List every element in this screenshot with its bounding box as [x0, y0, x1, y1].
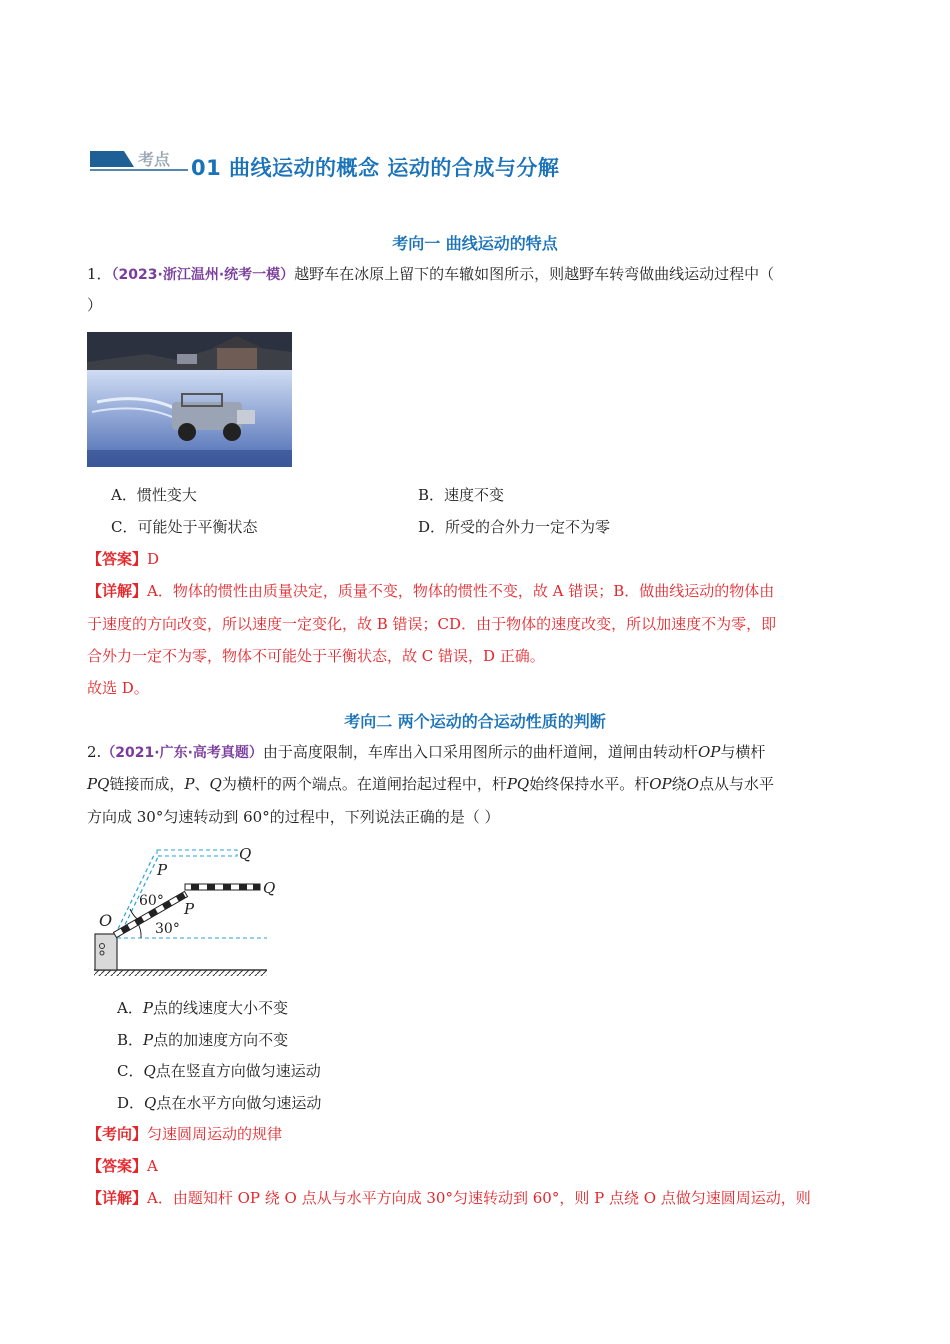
var-q: Q: [209, 775, 222, 793]
answer-value: A: [147, 1157, 158, 1175]
section-heading-2: 考向二 两个运动的合运动性质的判断: [344, 712, 606, 731]
option-letter: C．: [117, 1062, 144, 1080]
option-letter: A．: [117, 999, 143, 1017]
option-text: 点在竖直方向做匀速运动: [155, 1062, 321, 1080]
label-60-deg: 60°: [139, 893, 164, 909]
var-op: OP: [697, 743, 721, 761]
barrier-gate-diagram: [89, 842, 279, 982]
question-1-stem: [87, 263, 774, 286]
option-var: Q: [144, 1094, 157, 1112]
question-2-line2: [87, 773, 774, 795]
stem-text: 与横杆: [720, 743, 766, 761]
option-text: 点的加速度方向不变: [153, 1031, 289, 1049]
badge-text: 考点: [138, 150, 171, 169]
var-pq: PQ: [87, 775, 110, 793]
q2-option-c: [117, 1060, 321, 1082]
page-title: 01 曲线运动的概念 运动的合成与分解: [191, 156, 560, 180]
q1-detail-line2: 于速度的方向改变，所以速度一定变化，故 B 错误；CD．由于物体的速度改变，所以加速度不为零，即: [87, 615, 777, 633]
stem-text: 点从与水平: [698, 775, 774, 793]
var-op: OP: [649, 775, 672, 793]
stem-text: 越野车在冰原上留下的车辙如图所示，则越野车转弯做曲线运动过程中（: [294, 265, 775, 283]
q2-topic: [87, 1123, 282, 1145]
label-p: P: [184, 900, 195, 918]
option-var: P: [142, 999, 153, 1017]
label-q-raised: Q: [239, 845, 252, 863]
question-source: （2023·浙江温州·统考一模）: [111, 267, 295, 283]
q1-detail-line3: 合外力一定不为零，物体不可能处于平衡状态，故 C 错误，D 正确。: [87, 647, 545, 665]
label-o: O: [99, 911, 113, 930]
option-text: 点在水平方向做匀速运动: [156, 1094, 322, 1112]
var-pq: PQ: [506, 775, 530, 793]
q1-option-b: B．速度不变: [418, 486, 505, 504]
var-o: O: [686, 775, 699, 793]
q1-option-a: A．惯性变大: [111, 486, 197, 504]
var-p: P: [184, 775, 195, 793]
question-1-stem-cont: ）: [87, 296, 103, 314]
stem-text: 、: [194, 775, 210, 793]
answer-value: D: [147, 550, 160, 568]
q2-option-b: [117, 1029, 288, 1051]
option-var: Q: [143, 1062, 156, 1080]
detail-tag: 【详解】: [87, 1189, 148, 1207]
stem-text: 为横杆的两个端点。在道闸抬起过程中，杆: [221, 775, 507, 793]
question-number: 1．: [87, 265, 112, 283]
stem-text: 由于高度限制，车库出入口采用图所示的曲杆道闸，道闸由转动杆: [262, 743, 698, 761]
jeep-snow-photo: [87, 332, 292, 467]
option-letter: B．: [117, 1031, 144, 1049]
q2-answer: [87, 1155, 158, 1177]
q1-detail-line4: 故选 D。: [87, 679, 149, 697]
q2-option-d: [117, 1092, 321, 1114]
q2-option-a: [117, 997, 288, 1019]
stem-text: 链接而成，: [109, 775, 185, 793]
label-p-raised: P: [157, 861, 168, 879]
question-number: 2.: [87, 743, 102, 761]
answer-tag: 【答案】: [87, 1157, 148, 1175]
q1-answer: [87, 548, 159, 570]
option-letter: D．: [117, 1094, 145, 1112]
detail-tag: 【详解】: [87, 582, 148, 600]
option-var: P: [143, 1031, 154, 1049]
option-text: 点的线速度大小不变: [152, 999, 288, 1017]
topic-tag: 【考向】: [87, 1125, 148, 1143]
q2-detail-line1: [87, 1187, 811, 1209]
q1-detail-line1: [87, 580, 774, 602]
question-2-line1: [87, 741, 765, 764]
section-heading-1: 考向一 曲线运动的特点: [392, 234, 558, 253]
question-2-line3: 方向成 30°匀速转动到 60°的过程中，下列说法正确的是（ ）: [87, 808, 500, 826]
label-30-deg: 30°: [155, 921, 180, 937]
stem-text: 始终保持水平。杆: [529, 775, 650, 793]
topic-text: 匀速圆周运动的规律: [147, 1125, 283, 1143]
stem-text: 绕: [671, 775, 687, 793]
question-source: （2021·广东·高考真题）: [101, 745, 263, 761]
label-q: Q: [263, 879, 276, 897]
detail-text: A．由题知杆 OP 绕 O 点从与水平方向成 30°匀速转动到 60°，则 P 点绕 O 点做匀速圆周运动，则: [147, 1189, 811, 1207]
answer-tag: 【答案】: [87, 550, 148, 568]
detail-text: A．物体的惯性由质量决定，质量不变，物体的惯性不变，故 A 错误；B．做曲线运动的物体由: [147, 582, 775, 600]
q1-option-d: D．所受的合外力一定不为零: [418, 518, 611, 536]
q1-option-c: C．可能处于平衡状态: [111, 518, 258, 536]
topic-banner-icon: [90, 147, 188, 173]
